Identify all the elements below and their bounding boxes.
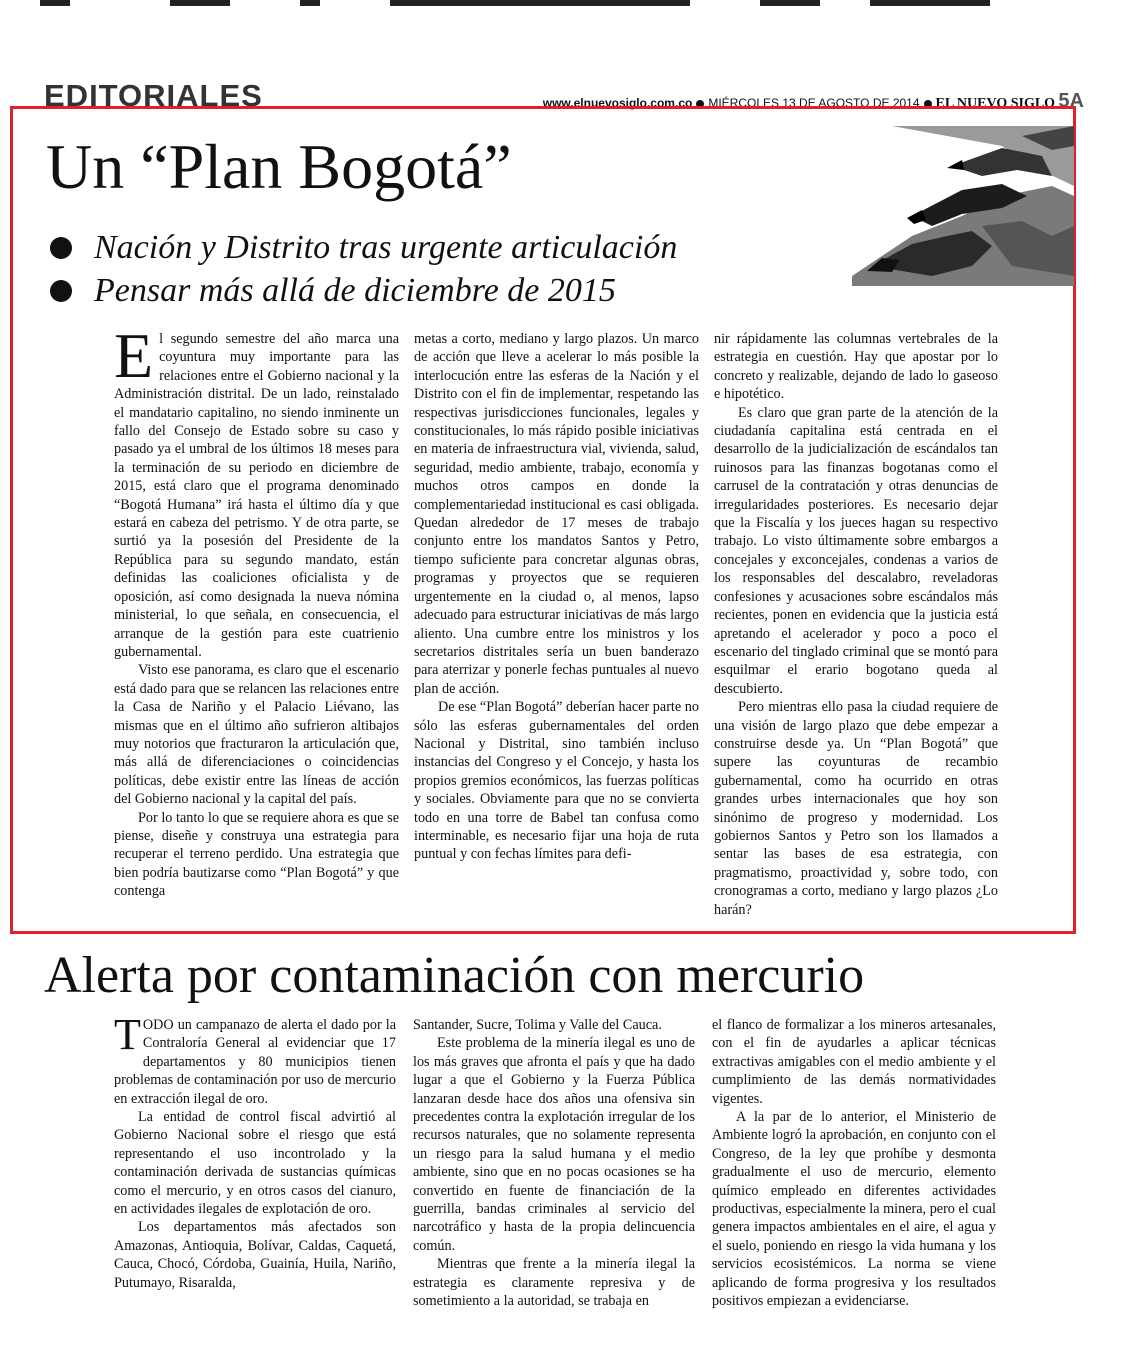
paragraph: A la par de lo anterior, el Ministerio de Ambiente logró la aprobación, en conjunto con el Congreso, de la ley que prohíbe y desmonta gradualmente el uso de mercurio, elemento químico empleado en diferentes actividades productivas, especialmente la minera, pero el cual genera impactos ambientales en el aire, el agua y el suelo, poniendo en riesgo la vida humana y los servicios ecosistémicos. La norma se viene aplicando de forma progresiva y los resultados positivos empiezan a evidenciarse.	[712, 1109, 996, 1310]
paragraph: metas a corto, mediano y largo plazos. Un marco de acción que lleve a acelerar lo más posible la interlocución entre las esferas de la Nación y el Distrito con el fin de implementar, respetando las respectivas jurisdicciones funcionales, legales y constitucionales, lo más rápido posible iniciativas en materia de infraestructura vial, vivienda, salud, seguridad, medio ambiente, trabajo, economía y muchos otros campos en donde la complementariedad institucional es casi obligada. Quedan alrededor de 17 meses de trabajo conjunto entre los mandatos Santos y Petro, tiempo suficiente para concretar algunas obras, programas y proyectos que se requieren urgentemente en la ciudad o, al menos, lapso adecuado para estructurar iniciativas de más largo aliento. Una cumbre entre los ministros y los secretarios distritales sería un buen banderazo para aterrizar y ponerle fechas puntuales al nuevo plan de acción.	[414, 331, 699, 697]
editorial-1-title: Un “Plan Bogotá”	[46, 131, 512, 202]
paragraph: Los departamentos más afectados son Amazonas, Antioquia, Bolívar, Caldas, Caquetá, Cauca, Chocó, Córdoba, Guainía, Huila, Nariño, Putumayo, Risaralda,	[114, 1219, 396, 1291]
paragraph: el flanco de formalizar a los mineros artesanales, con el fin de ayudarles a aplicar técnicas extractivas amigables con el medio ambiente y el cumplimiento de las demás normatividades vigentes.	[712, 1017, 996, 1107]
bullet-icon	[50, 280, 72, 302]
website-url: www.elnuevosiglo.com.co	[542, 96, 693, 110]
editorial-2-column-2	[413, 1016, 695, 1311]
editorial-2-column-3	[712, 1016, 996, 1311]
paragraph: Pero mientras ello pasa la ciudad requiere de una visión de largo plazo que debe empezar a construirse desde ya. Un “Plan Bogotá” que supere las coyunturas de recambio gubernamental, como ha ocurrido en otras grandes urbes internacionales que hoy son sinónimo de progreso y modernidad. Los gobiernos Santos y Petro son los llamados a sentar las bases de esa estrategia, con pragmatismo, proactividad y, sobre todo, con cronogramas a corto, mediano y largo plazos ¿Lo harán?	[714, 699, 998, 918]
section-title: EDITORIALES	[44, 78, 263, 113]
paragraph: Mientras que frente a la minería ilegal la estrategia es claramente represiva y de sometimiento a la autoridad, se trabaja en	[413, 1256, 695, 1310]
paragraph: Este problema de la minería ilegal es uno de los más graves que afronta el país y que ha dado lugar a que el Gobierno y la Fuerza Pública lanzaran desde hace dos años una ofensiva sin precedentes contra la explotación irregular de los recursos naturales, que no solamente representa un riesgo para la salud humana y el medio ambiente, sino que en no pocas ocasiones se ha convertido en fuente de financiación de la guerrilla, bandas criminales al servicio del narcotráfico y hasta de la propia delincuencia común.	[413, 1035, 695, 1254]
paragraph: La entidad de control fiscal advirtió al Gobierno Nacional sobre el riesgo que está representando el uso incontrolado y la contaminación derivada de sustancias químicas como el mercurio, y en otros casos del cianuro, en actividades ilegales de explotación de oro.	[114, 1109, 396, 1218]
paragraph: Es claro que gran parte de la atención de la ciudadanía capitalina está centrada en el desarrollo de la judicialización de escándalos tan ruinosos para las finanzas bogotanas como el carrusel de la contratación y otras denuncias de irregularidades posteriores. Es necesario dejar que la Fiscalía y los jueces hagan su respectivo trabajo. Lo visto últimamente sobre embargos a concejales y exconcejales, condenas a varios de los responsables del descalabro, reveladoras confesiones y acusaciones sobre escándalos más recientes, ponen en evidencia que la justicia está apretando el acelerador y poco a poco el escenario del tinglado criminal que se montó para esquilmar el erario bogotano queda al descubierto.	[714, 404, 998, 697]
bullet-icon	[50, 237, 72, 259]
dropcap: E	[114, 320, 154, 391]
paragraph: Por lo tanto lo que se requiere ahora es que se piense, diseñe y construya una estrategia para recuperar el terreno perdido. Una estrategia que bien podría bautizarse como “Plan Bogotá” y que contenga	[114, 809, 399, 900]
top-crop-marks	[0, 0, 1128, 14]
newspaper-name: EL NUEVO SIGLO	[935, 96, 1056, 111]
paragraph: Visto ese panorama, es claro que el escenario está dado para que se relancen las relaciones entre la Casa de Nariño y el Palacio Liévano, las mismas que en el último año sufrieron altibajos muy notorios que fracturaron la articulación que, más allá de diferenciaciones o coincidencias políticas, debe existir entre las líneas de acción del Gobierno nacional y la capital del país.	[114, 662, 399, 808]
paragraph: nir rápidamente las columnas vertebrales de la estrategia en cuestión. Hay que apostar por lo concreto y realizable, dejando de lado lo gaseoso e hipotético.	[714, 331, 998, 403]
issue-date: MIÉRCOLES 13 DE AGOSTO DE 2014	[708, 96, 920, 110]
editorial-1-column-1	[114, 320, 399, 901]
paragraph: Santander, Sucre, Tolima y Valle del Cauca.	[413, 1017, 662, 1033]
paragraph: TODO un campanazo de alerta el dado por la Contraloría General al evidenciar que 17 departamentos y 80 municipios tienen problemas de contaminación por uso de mercurio en extracción ilegal de oro.	[114, 1010, 396, 1107]
page-number: 5A	[1058, 90, 1084, 112]
dropcap: T	[114, 1010, 141, 1059]
bullet-item: Pensar más allá de diciembre de 2015	[50, 269, 677, 312]
paragraph: El segundo semestre del año marca una coyuntura muy importante para las relaciones entre el Gobierno nacional y la Administración distrital. De un lado, reinstalado el mandatario capitalino, no siendo inminente un fallo del Consejo de Estado sobre su caso y pasado ya el umbral de los últimos 18 meses para la terminación de su periodo en diciembre de 2015, está claro que el programa denominado “Bogotá Humana” irá hasta el último día y que estará en cabeza del petrismo. Y de otra parte, se surtió ya la posesión del Presidente de la República para su segundo mandato, están definidas las coaliciones oficialista y de oposición, así como designada la nueva nómina ministerial, lo que señala, en consecuencia, el arranque de la gestión para este cuatrienio gubernamental.	[114, 320, 399, 660]
horses-illustration	[852, 126, 1074, 286]
editorial-1-bullets	[50, 226, 677, 312]
editorial-2-column-1	[114, 1010, 396, 1292]
editorial-1-column-2	[414, 330, 699, 864]
editorial-2-title: Alerta por contaminación con mercurio	[44, 947, 865, 1004]
bullet-item: Nación y Distrito tras urgente articulación	[50, 226, 677, 269]
paragraph: De ese “Plan Bogotá” deberían hacer parte no sólo las esferas gubernamentales del orden Nacional y Distrital, sino también incluso instancias del Congreso y el Concejo, y hasta los propios gremios económicos, las fuerzas políticas y sociales. Obviamente para que no se convierta todo en una torre de Babel tan confusa como interminable, es necesario fijar una hoja de ruta puntual y con fechas límites para defi-	[414, 699, 699, 863]
editorial-1-column-3	[714, 330, 998, 919]
